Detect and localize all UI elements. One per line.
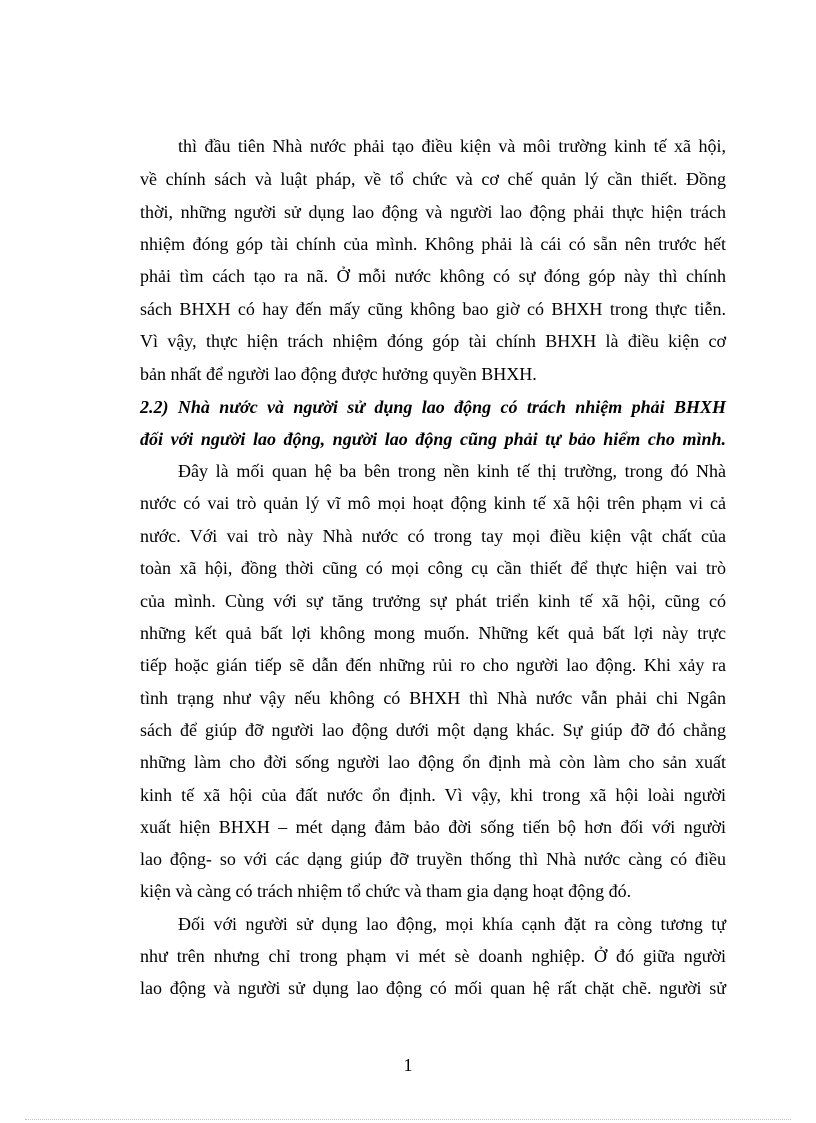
body-line: những làm cho đời sống người lao động ổn định mà còn làm cho sản xuất: [140, 752, 726, 772]
body-line: về chính sách và luật pháp, về tổ chức và cơ chế quản lý cần thiết. Đồng: [140, 169, 726, 189]
body-line: thì đầu tiên Nhà nước phải tạo điều kiện và môi trường kinh tế xã hội,: [178, 136, 726, 156]
body-line: bản nhất để người lao động được hưởng quyền BHXH.: [140, 364, 537, 384]
body-line: nước có vai trò quản lý vĩ mô mọi hoạt động kinh tế xã hội trên phạm vi cả: [140, 493, 726, 513]
body-line: lao động và người sử dụng lao động có mối quan hệ rất chặt chẽ. người sử: [140, 978, 726, 998]
body-line: của mình. Cùng với sự tăng trưởng sự phát triển kinh tế xã hội, cũng có: [140, 591, 726, 611]
body-line: sách để giúp đỡ người lao động dưới một dạng khác. Sự giúp đỡ đó chẳng: [140, 720, 726, 740]
body-line: toàn xã hội, đồng thời cũng có mọi công cụ cần thiết để thực hiện vai trò: [140, 558, 726, 578]
page-number: 1: [403, 1055, 413, 1075]
section-heading: đối với người lao động, người lao động cũng phải tự bảo hiểm cho mình.: [140, 429, 726, 449]
body-line: nhiệm đóng góp tài chính của mình. Không phải là cái có sẵn nên trước hết: [140, 234, 726, 254]
body-line: lao động- so với các dạng giúp đỡ truyền thống thì Nhà nước càng có điều: [140, 849, 726, 869]
body-line: nước. Với vai trò này Nhà nước có trong tay mọi điều kiện vật chất của: [140, 526, 726, 546]
body-line: Đối với người sử dụng lao động, mọi khía cạnh đặt ra còng tương tự: [178, 914, 726, 934]
body-line: như trên nhưng chỉ trong phạm vi mét sè doanh nghiệp. Ở đó giữa người: [140, 946, 726, 966]
body-line: kinh tế xã hội của đất nước ổn định. Vì vậy, khi trong xã hội loài người: [140, 785, 726, 805]
body-line: kiện và càng có trách nhiệm tổ chức và tham gia dạng hoạt động đó.: [140, 881, 632, 901]
body-line: phải tìm cách tạo ra nã. Ở mỗi nước không có sự đóng góp này thì chính: [140, 266, 726, 286]
body-line: sách BHXH có hay đến mấy cũng không bao giờ có BHXH trong thực tiễn.: [140, 299, 726, 319]
body-line: Đây là mối quan hệ ba bên trong nền kinh tế thị trường, trong đó Nhà: [178, 461, 726, 481]
section-heading: 2.2) Nhà nước và người sử dụng lao động có trách nhiệm phải BHXH: [140, 397, 726, 417]
body-line: tiếp hoặc gián tiếp sẽ dẫn đến những rủi ro cho người lao động. Khi xảy ra: [140, 655, 726, 675]
page-bottom-rule: [25, 1119, 791, 1120]
body-line: tình trạng như vậy nếu không có BHXH thì Nhà nước vẫn phải chi Ngân: [140, 688, 726, 708]
body-line: xuất hiện BHXH – mét dạng đảm bảo đời sống tiến bộ hơn đối với người: [140, 817, 726, 837]
body-line: những kết quả bất lợi không mong muốn. Những kết quả bất lợi này trực: [140, 623, 726, 643]
body-line: thời, những người sử dụng lao động và người lao động phải thực hiện trách: [140, 202, 726, 222]
body-line: Vì vậy, thực hiện trách nhiệm đóng góp tài chính BHXH là điều kiện cơ: [140, 331, 726, 351]
